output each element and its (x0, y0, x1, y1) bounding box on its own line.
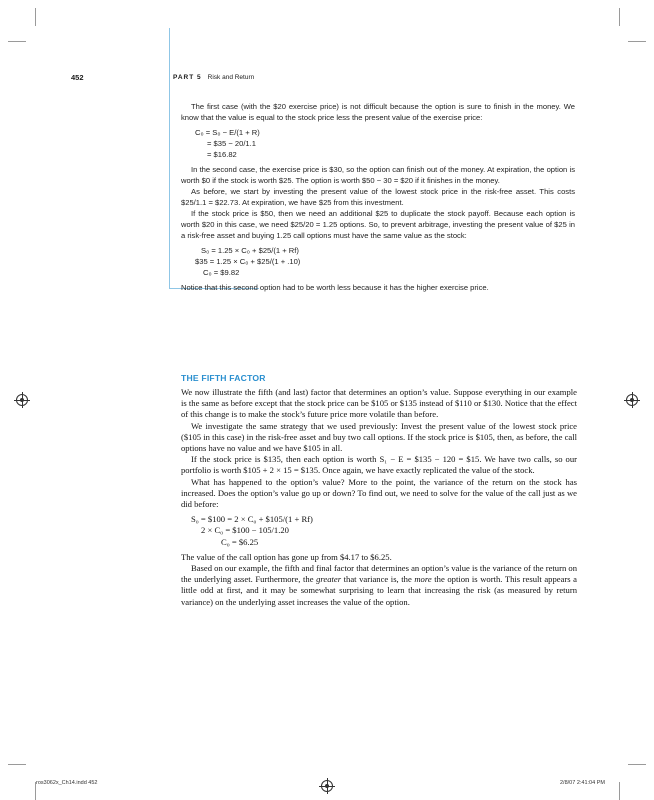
page-number: 452 (71, 73, 84, 82)
guide-line-vertical (169, 28, 170, 288)
crop-mark-left-top (8, 41, 26, 42)
paragraph-first-case: The first case (with the $20 exercise price) is not difficult because the option is sure to finish in the money. We know that the value is equal to the stock price less the present value of the exercise price: (181, 102, 575, 122)
paragraph-what-happened: What has happened to the option’s value? More to the point, the variance of the return on the stock has increased. Does the option’s value go up or down? To find out, we need to solve for the value of the call just as we did before: (181, 476, 577, 510)
paragraph-fifth-factor-intro: We now illustrate the fifth (and last) factor that determines an option’s value. Suppose everything in our example is the same as before except that the stock price can be $105 or $135 instead of $110 or $130. Notice that the effect of this change is to make the stock’s future price more volatile than before. (181, 387, 577, 420)
equation-line: = $35 − 20/1.1 (207, 139, 256, 148)
equation-line: C₀ = S₀ − E/(1 + R) (195, 128, 260, 137)
equation-second-case (195, 245, 575, 278)
footer-datetime: 2/8/07 2:41:04 PM (560, 780, 605, 786)
footer-file-name: ros3062x_Ch14.indd 452 (36, 780, 98, 786)
paragraph-stock-50: If the stock price is $50, then we need an additional $25 to duplicate the stock payoff. Because each option is worth $20 in this case, we need $25/20 = 1.25 options. So, to prevent arbitrage, investing the present value of $25 in a risk-free asset and buying 1.25 call options must have the same value as the stock: (181, 209, 575, 240)
paragraph-as-before: As before, we start by investing the present value of the lowest stock price in the risk-free asset. This costs $25/1.1 = $22.73. At expiration, we have $25 from this investment. (181, 187, 575, 207)
equation-first-case (195, 127, 575, 160)
registration-mark-right-icon (626, 394, 638, 406)
paragraph-notice: Notice that this second option had to be worth less because it has the higher exercise price. (181, 283, 489, 292)
crop-mark-right-bottom (628, 764, 646, 765)
paragraph-call-value-up: The value of the call option has gone up from $4.17 to $6.25. (181, 551, 392, 562)
paragraph-conclusion: Based on our example, the fifth and final factor that determines an option’s value is the variance of the return on the underlying asset. Furthermore, the greater that variance is, the more the option is worth. This result appears a little odd at first, and it may be somewhat surprising to learn that increasing the risk (as measured by return variance) on the underlying asset increases the value of the option. (181, 563, 577, 607)
part-label: PART 5 (173, 74, 202, 81)
running-header (173, 74, 254, 81)
part-title: Risk and Return (207, 74, 255, 81)
paragraph-second-case: In the second case, the exercise price is $30, so the option can finish out of the money. At expiration, the option is worth $0 if the stock is worth $25. The option is worth $50 − 30 = $20 if it finishes in the money. (181, 165, 575, 185)
emphasis-more: more (414, 574, 432, 585)
registration-mark-left-icon (16, 394, 28, 406)
paragraph-same-strategy: We investigate the same strategy that we used previously: Invest the present value of the lowest stock price ($105 in this case) in the risk-free asset and buy two call options. If the stock price is $105, then, as before, the call options have no value and we have $105 in all. (181, 420, 577, 454)
section-title: THE FIFTH FACTOR (181, 373, 266, 383)
equation-line: 2 × C₀ = $100 − 105/1.20 (201, 525, 289, 536)
equation-line: S₀ = 1.25 × C₀ + $25/(1 + Rf) (201, 246, 299, 255)
crop-mark-top-left (35, 8, 36, 26)
equation-line: = $16.82 (207, 150, 237, 159)
crop-mark-right-top (628, 41, 646, 42)
equation-line: S₀ = $100 = 2 × C₀ + $105/(1 + Rf) (191, 514, 313, 525)
emphasis-greater: greater (316, 574, 342, 585)
upper-text-block (181, 101, 575, 293)
equation-line: C₀ = $6.25 (221, 536, 259, 547)
crop-mark-left-bottom (8, 764, 26, 765)
registration-mark-bottom-icon (321, 780, 333, 792)
section-text-block (181, 387, 577, 608)
crop-mark-bottom-right (619, 782, 620, 800)
equation-fifth-factor (191, 514, 577, 548)
paragraph-stock-135: If the stock price is $135, then each option is worth S₁ − E = $135 − 120 = $15. We have two calls, so our portfolio is worth $105 + 2 × 15 = $135. Once again, we have exactly replicated the value of the stock. (181, 454, 577, 476)
equation-line: C₀ = $9.82 (203, 268, 240, 277)
crop-mark-top-right (619, 8, 620, 26)
equation-line: $35 = 1.25 × C₀ + $25/(1 + .10) (195, 257, 301, 266)
